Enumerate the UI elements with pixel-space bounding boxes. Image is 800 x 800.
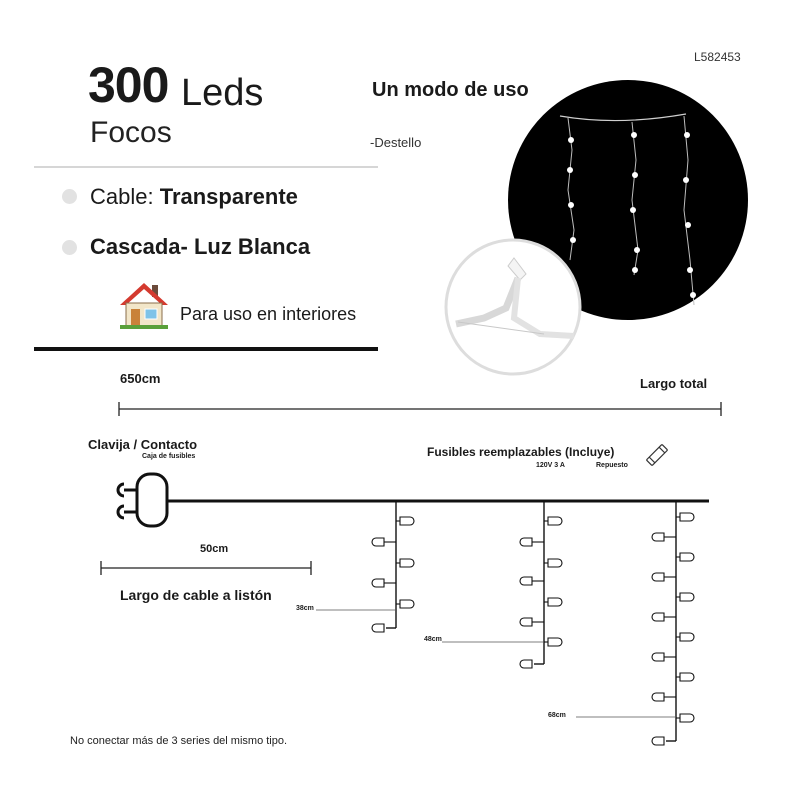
plug-subtitle: Caja de fusibles (142, 453, 196, 460)
led-count: 300 (88, 57, 169, 113)
usage-note: No conectar más de 3 series del mismo tipo. (70, 735, 288, 747)
bulbs-strand-1 (372, 517, 414, 632)
mode-item: -Destello (370, 135, 422, 150)
cable-length-label: Largo de cable a listón (120, 587, 272, 603)
total-length-value: 650cm (120, 371, 161, 386)
cable-length-dimension (101, 561, 311, 575)
fuse-spec: 120V 3 A (536, 462, 565, 469)
fuse-icon (646, 444, 667, 465)
sku-code: L582453 (694, 50, 741, 64)
drop-length-1: 38cm (296, 605, 314, 612)
total-length-label: Largo total (640, 376, 708, 391)
drop-length-2: 48cm (424, 636, 442, 643)
fuse-spare: Repuesto (596, 462, 628, 469)
feature-cable-label: Cable: (90, 184, 154, 209)
plug-title: Clavija / Contacto (88, 437, 198, 452)
fuse-title: Fusibles reemplazables (Incluye) (427, 445, 615, 459)
feature-cable-value: Transparente (159, 184, 298, 209)
bulbs-strand-3 (652, 513, 694, 745)
bulbs-strand-2 (520, 517, 562, 668)
total-length-dimension (119, 402, 721, 416)
drop-strand-2 (534, 501, 544, 664)
plug-icon (118, 474, 167, 526)
indoor-text: Para uso en interiores (180, 304, 357, 324)
drop-strand-1 (386, 501, 396, 628)
cable-length-value: 50cm (200, 543, 229, 555)
drop-length-3: 68cm (548, 712, 566, 719)
product-subtitle: Focos (90, 116, 172, 149)
mode-title: Un modo de uso (372, 79, 529, 101)
drop-leaders (316, 610, 676, 717)
led-unit: Leds (181, 72, 264, 114)
feature-type-value: Cascada- Luz Blanca (90, 234, 311, 259)
